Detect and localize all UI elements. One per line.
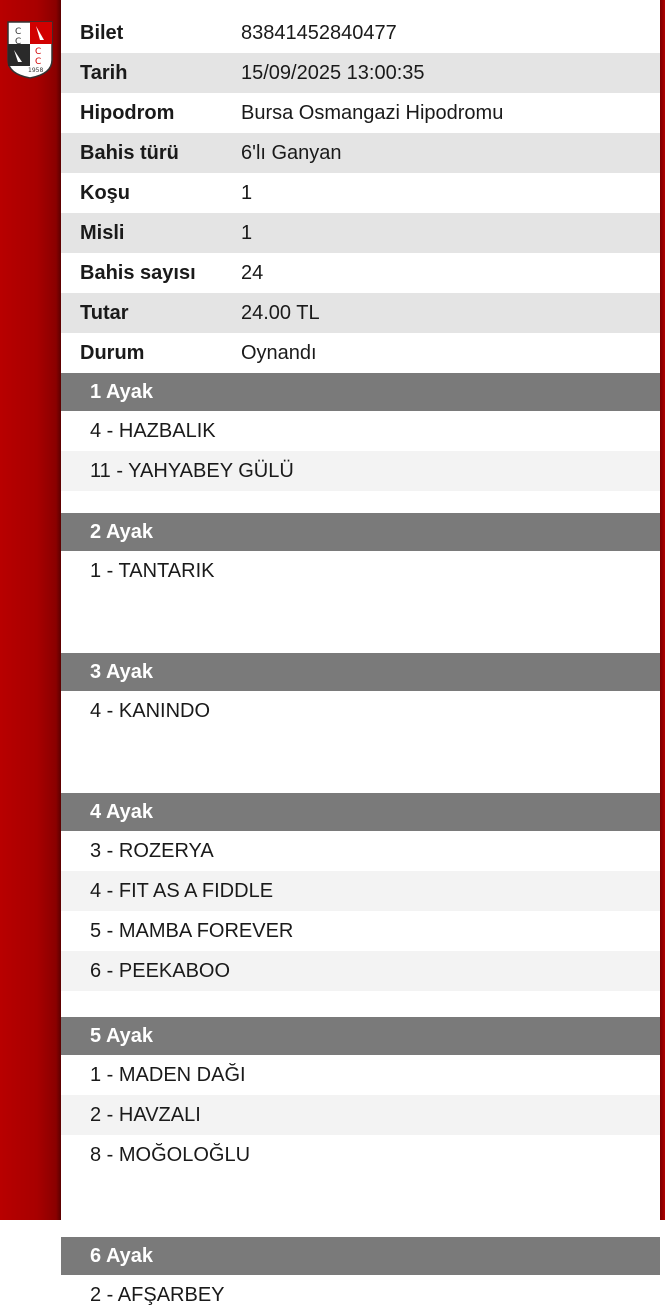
leg-horse-item: 3 - ROZERYA [90, 840, 214, 862]
leg-horse-item: 4 - KANINDO [90, 700, 211, 722]
leg-header: 1 Ayak [61, 373, 660, 411]
ticket-info-value: 24.00 TL [241, 301, 320, 324]
leg-header: 6 Ayak [61, 1237, 660, 1275]
ticket-info-row [61, 213, 660, 253]
ticket-info-label: Misli [80, 221, 125, 244]
ticket-info-table [61, 13, 660, 373]
leg-section [61, 1017, 660, 1175]
leg-horse-item: 2 - HAVZALI [61, 1095, 660, 1135]
ticket-content [61, 13, 660, 1315]
leg-horse-item: 5 - MAMBA FOREVER [90, 920, 294, 942]
leg-horse-item: 2 - AFŞARBEY [90, 1284, 225, 1306]
svg-text:C: C [15, 37, 22, 47]
leg-horse-item: 11 - YAHYABEY GÜLÜ [61, 451, 660, 491]
ticket-info-value: Bursa Osmangazi Hipodromu [241, 101, 504, 124]
leg-header: 3 Ayak [61, 653, 660, 691]
ticket-info-row [61, 173, 660, 213]
leg-section [61, 1237, 660, 1315]
leg-horse-item: 1 - MADEN DAĞI [90, 1064, 246, 1086]
ticket-info-label: Bahis türü [80, 141, 179, 164]
leg-header: 4 Ayak [61, 793, 660, 831]
ticket-info-value: Oynandı [241, 341, 317, 364]
ticket-info-row [61, 133, 660, 173]
leg-section [61, 513, 660, 591]
ticket-info-row [61, 13, 660, 53]
svg-text:C: C [35, 47, 42, 57]
leg-horse-item: 8 - MOĞOLOĞLU [90, 1144, 251, 1166]
ticket-info-row [61, 293, 660, 333]
ticket-info-value: 24 [241, 261, 264, 284]
ticket-info-label: Koşu [80, 181, 130, 204]
svg-text:C: C [15, 27, 22, 37]
ticket-info-label: Bahis sayısı [80, 261, 196, 284]
ticket-info-value: 1 [241, 181, 253, 204]
leg-section [61, 653, 660, 731]
leg-header: 5 Ayak [61, 1017, 660, 1055]
leg-spacer [61, 1175, 660, 1237]
leg-horse-item: 4 - FIT AS A FIDDLE [61, 871, 660, 911]
ticket-info-label: Durum [80, 341, 145, 364]
ticket-info-label: Tutar [80, 301, 129, 324]
leg-spacer [61, 991, 660, 1017]
legs-list [61, 373, 660, 1315]
ticket-info-row [61, 93, 660, 133]
leg-horse-item: 4 - HAZBALIK [90, 420, 216, 442]
ticket-info-label: Hipodrom [80, 101, 175, 124]
ticket-info-row [61, 333, 660, 373]
right-brand-bar [660, 0, 665, 1220]
leg-horse-item: 6 - PEEKABOO [61, 951, 660, 991]
svg-text:1958: 1958 [28, 67, 44, 74]
ticket-info-value: 1 [241, 221, 253, 244]
leg-spacer [61, 491, 660, 513]
leg-section [61, 793, 660, 991]
ticket-info-row [61, 53, 660, 93]
left-brand-bar [0, 0, 61, 1220]
leg-spacer [61, 731, 660, 793]
svg-text:C: C [35, 57, 42, 67]
ticket-info-label: Bilet [80, 21, 124, 44]
ticket-info-value: 15/09/2025 13:00:35 [241, 61, 425, 84]
leg-header: 2 Ayak [61, 513, 660, 551]
leg-horse-item: 1 - TANTARIK [90, 560, 215, 582]
ticket-info-label: Tarih [80, 61, 128, 84]
ticket-info-row [61, 253, 660, 293]
club-crest-logo [6, 20, 54, 80]
leg-section [61, 373, 660, 491]
ticket-info-value: 83841452840477 [241, 21, 397, 44]
ticket-info-value: 6'lı Ganyan [241, 141, 342, 164]
leg-spacer [61, 591, 660, 653]
